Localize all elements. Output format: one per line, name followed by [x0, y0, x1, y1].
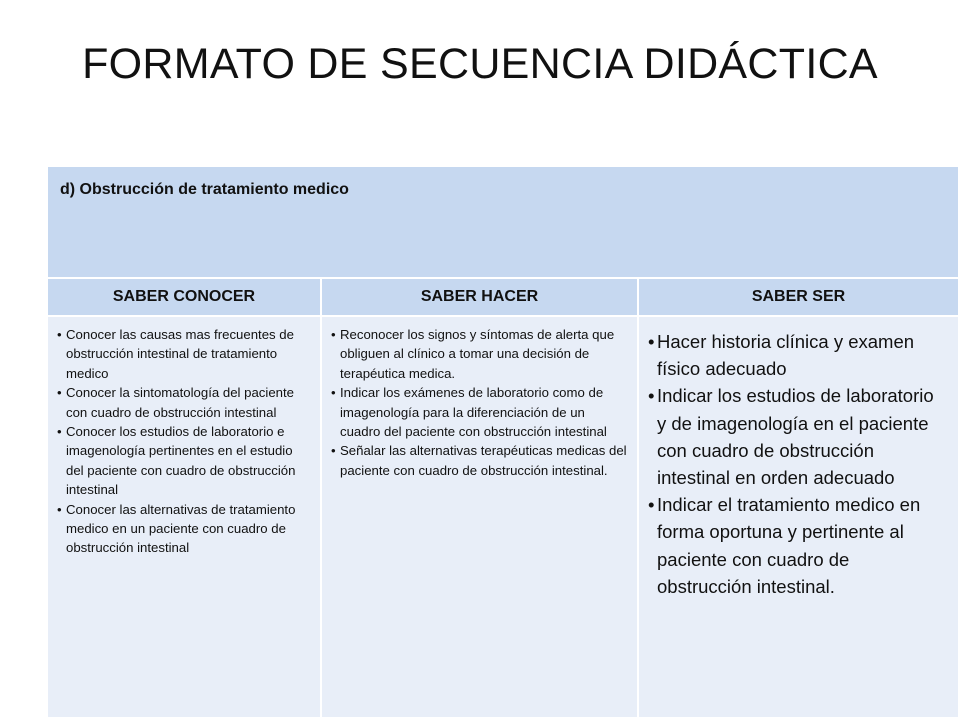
cell-saber-ser — [638, 316, 958, 717]
list-item: • Hacer historia clínica y examen físico adecuado — [649, 328, 948, 382]
list-item: • Conocer la sintomatología del paciente con cuadro de obstrucción intestinal — [58, 383, 310, 422]
column-header-saber-hacer: SABER HACER — [321, 278, 638, 316]
column-header-saber-conocer: SABER CONOCER — [48, 278, 321, 316]
list-item: • Reconocer los signos y síntomas de alerta que obliguen al clínico a tomar una decisión de terapéutica medica. — [332, 325, 627, 383]
column-header-saber-ser: SABER SER — [638, 278, 958, 316]
sequence-table — [48, 167, 958, 717]
table-column-headers — [48, 278, 958, 316]
list-item: • Conocer los estudios de laboratorio e imagenología pertinentes en el estudio del paciente con cuadro de obstrucción intestinal — [58, 422, 310, 500]
list-item: • Conocer las alternativas de tratamiento medico en un paciente con cuadro de obstrucción intestinal — [58, 500, 310, 558]
list-item: • Conocer las causas mas frecuentes de obstrucción intestinal de tratamiento medico — [58, 325, 310, 383]
list-item: • Indicar el tratamiento medico en forma oportuna y pertinente al paciente con cuadro de obstrucción intestinal. — [649, 491, 948, 600]
list-item: • Señalar las alternativas terapéuticas medicas del paciente con cuadro de obstrucción intestinal. — [332, 441, 627, 480]
cell-saber-conocer — [48, 316, 321, 717]
table-heading-row — [48, 167, 958, 278]
table-heading: d) Obstrucción de tratamiento medico — [48, 167, 958, 278]
table-body-row — [48, 316, 958, 717]
saber-conocer-list — [58, 325, 310, 558]
saber-hacer-list — [332, 325, 627, 480]
sequence-table-container — [48, 167, 958, 717]
cell-saber-hacer — [321, 316, 638, 717]
list-item: • Indicar los estudios de laboratorio y de imagenología en el paciente con cuadro de obstrucción intestinal en orden adecuado — [649, 382, 948, 491]
page-title: FORMATO DE SECUENCIA DIDÁCTICA — [82, 40, 878, 88]
list-item: • Indicar los exámenes de laboratorio como de imagenología para la diferenciación de un cuadro del paciente con obstrucción intestinal — [332, 383, 627, 441]
saber-ser-list — [649, 328, 948, 600]
